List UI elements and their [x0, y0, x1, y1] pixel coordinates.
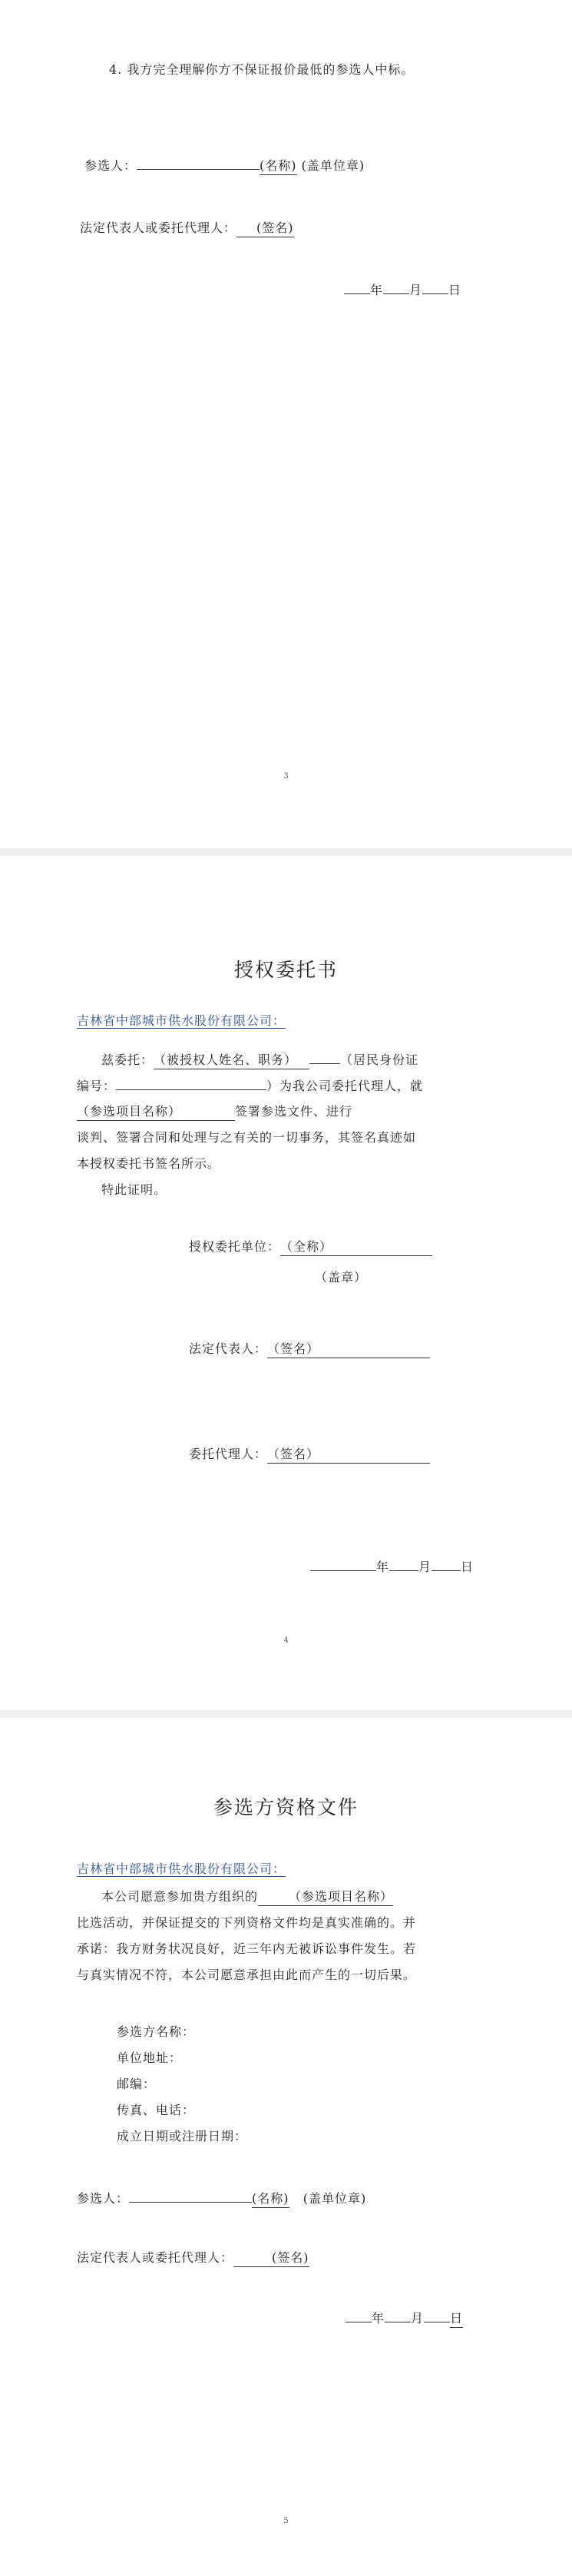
legal-rep-sign[interactable]: （签名）: [267, 1341, 430, 1358]
bidder-label: 参选人：: [77, 2191, 130, 2206]
unit-hint[interactable]: （全称）: [280, 1238, 432, 1256]
agent-line: [189, 1446, 430, 1464]
line3-suffix: 签署参选文件、进行: [235, 1104, 353, 1119]
rep-line: [77, 2249, 309, 2267]
bidder-seal-hint: (盖单位章): [301, 158, 365, 173]
day-blank[interactable]: [431, 1558, 461, 1571]
bidder-name-hint: (名称): [260, 157, 297, 175]
authorization-line-3: [77, 1103, 352, 1121]
para1-suffix: （居民身份证: [340, 1053, 419, 1067]
addressee-text: 吉林省中部城市供水股份有限公司：: [77, 1862, 286, 1876]
day-label: 日: [450, 2310, 463, 2328]
unit-line: [189, 1238, 432, 1256]
rep-label: 法定代表人或委托代理人：: [77, 2250, 234, 2265]
field-fax-phone: 传真、电话：: [117, 2103, 196, 2117]
bidder-seal-hint: (盖单位章): [303, 2191, 367, 2206]
legal-rep-label: 法定代表人：: [189, 1341, 268, 1356]
id-number-label: 编号：: [77, 1079, 117, 1093]
certify-text: 特此证明。: [101, 1182, 167, 1197]
year-blank[interactable]: [344, 281, 370, 294]
month-label: 月: [411, 2311, 425, 2326]
date-line: [310, 1558, 474, 1576]
authorization-line-5: 本授权委托书签名所示。: [77, 1156, 221, 1171]
document-page-3: [0, 0, 572, 848]
clause-4: 4. 我方完全理解你方不保证报价最低的参选人中标。: [109, 62, 415, 77]
declaration-line-1: [101, 1888, 393, 1906]
bidder-blank[interactable]: [137, 157, 260, 170]
month-label: 月: [409, 283, 423, 297]
day-blank[interactable]: [422, 281, 448, 294]
authorization-line-2: [77, 1077, 423, 1095]
rep-sign-hint[interactable]: (签名): [236, 220, 294, 237]
id-number-blank[interactable]: [116, 1077, 266, 1090]
page-number: 3: [283, 772, 289, 781]
legal-rep-line: [189, 1341, 430, 1358]
bidder-name-hint: (名称): [252, 2190, 289, 2208]
project-hint[interactable]: （参选项目名称）: [258, 1888, 393, 1906]
date-line: [346, 2309, 463, 2328]
addressee: [77, 1013, 286, 1029]
addressee: [77, 1861, 286, 1878]
agent-sign[interactable]: （签名）: [267, 1446, 430, 1464]
page-title: 参选方资格文件: [213, 1796, 359, 1818]
rep-sign-hint[interactable]: (签名): [233, 2249, 309, 2267]
bidder-label: 参选人：: [84, 158, 137, 173]
page-number: 5: [283, 2517, 289, 2525]
month-blank[interactable]: [389, 1558, 418, 1571]
line1-prefix: 本公司愿意参加贵方组织的: [101, 1889, 259, 1904]
person-hint[interactable]: （被授权人姓名、职务）: [154, 1052, 309, 1069]
month-blank[interactable]: [383, 281, 409, 294]
year-blank[interactable]: [310, 1558, 376, 1571]
day-label: 日: [448, 283, 462, 297]
declaration-line-2: 比选活动，并保证提交的下列资格文件均是真实准确的。并: [77, 1915, 417, 1930]
project-hint[interactable]: （参选项目名称）: [77, 1103, 235, 1121]
field-address: 单位地址：: [117, 2051, 183, 2065]
year-label: 年: [372, 2311, 385, 2326]
year-blank[interactable]: [346, 2309, 372, 2322]
para1-prefix: 兹委托：: [101, 1053, 154, 1067]
agent-label: 委托代理人：: [189, 1447, 268, 1461]
authorization-line-4: 谈判、签署合同和处理与之有关的一切事务，其签名真迹如: [77, 1130, 417, 1145]
field-bidder-name: 参选方名称：: [117, 2024, 196, 2039]
page-title: 授权委托书: [233, 959, 338, 981]
day-label: 日: [461, 1560, 474, 1574]
page-number: 4: [283, 1636, 289, 1645]
day-blank[interactable]: [424, 2309, 450, 2322]
declaration-line-3: 承诺：我方财务状况良好，近三年内无被诉讼事件发生。若: [77, 1941, 417, 1956]
rep-label: 法定代表人或委托代理人：: [80, 220, 237, 235]
month-label: 月: [418, 1560, 432, 1574]
bidder-line: [77, 2190, 366, 2208]
document-page-4: [0, 856, 572, 1710]
date-line: [344, 281, 461, 299]
bidder-blank[interactable]: [129, 2190, 252, 2203]
unit-label: 授权委托单位：: [189, 1239, 281, 1254]
bidder-line: [84, 157, 365, 175]
declaration-line-4: 与真实情况不符，本公司愿意承担由此而产生的一切后果。: [77, 1968, 417, 1982]
field-registration-date: 成立日期或注册日期：: [117, 2129, 248, 2143]
field-postcode: 邮编：: [117, 2077, 157, 2091]
authorization-line-1: [101, 1051, 418, 1069]
month-blank[interactable]: [385, 2309, 411, 2322]
seal-hint: （盖章）: [315, 1270, 368, 1285]
addressee-text: 吉林省中部城市供水股份有限公司：: [77, 1013, 286, 1028]
person-blank[interactable]: [309, 1051, 340, 1064]
rep-line: [80, 220, 294, 237]
year-label: 年: [370, 283, 384, 297]
document-page-5: [0, 1718, 572, 2576]
year-label: 年: [376, 1560, 390, 1574]
line2-suffix: ）为我公司委托代理人，就: [266, 1079, 424, 1093]
